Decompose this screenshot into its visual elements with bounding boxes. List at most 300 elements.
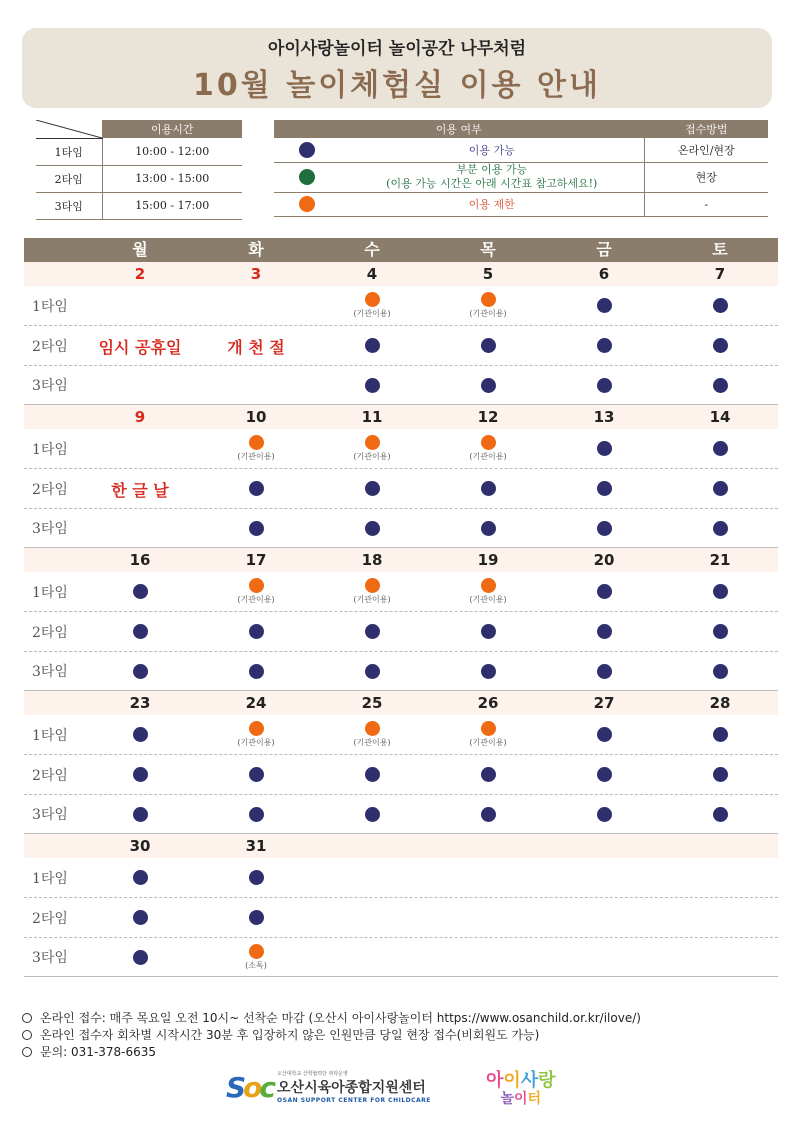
slot-cell xyxy=(546,755,662,794)
slot-cell xyxy=(82,652,198,690)
slot-label: 1타임 xyxy=(32,298,68,315)
slot-row xyxy=(24,938,778,976)
slot-cell xyxy=(198,572,314,611)
slot-label: 3타임 xyxy=(32,807,68,823)
logo-english-name: OSAN SUPPORT CENTER FOR CHILDCARE xyxy=(277,1097,431,1104)
slot-cell xyxy=(82,612,198,651)
slot-row xyxy=(24,795,778,833)
slot-cell xyxy=(82,286,198,325)
legend-partial xyxy=(340,162,644,192)
slot-cell xyxy=(198,938,314,976)
slot-cell xyxy=(314,795,430,833)
slot-row xyxy=(24,286,778,326)
slot-cell xyxy=(662,898,778,937)
date-number: 6 xyxy=(598,265,610,283)
available-dot-icon xyxy=(597,664,612,679)
slot-cell xyxy=(662,715,778,754)
available-dot-icon xyxy=(481,378,496,393)
slot-cell xyxy=(82,429,198,468)
slot-cell xyxy=(198,286,314,325)
date-number: 18 xyxy=(361,551,383,569)
available-dot-icon xyxy=(481,767,496,782)
slot-cell xyxy=(198,469,314,508)
slot-label: 3타임 xyxy=(32,664,68,680)
header-subtitle: 아이사랑놀이터 놀이공간 나무처럼 xyxy=(267,39,527,59)
weekday-mon: 월 xyxy=(132,240,148,259)
slot-cell xyxy=(546,795,662,833)
diagonal-line-icon xyxy=(36,120,102,138)
slot-cell xyxy=(82,938,198,976)
slot-cell xyxy=(546,612,662,651)
available-dot-icon xyxy=(249,910,264,925)
circle-bullet-icon xyxy=(22,1047,32,1057)
slot-cell xyxy=(662,469,778,508)
slot-row xyxy=(24,572,778,612)
slot-row xyxy=(24,858,778,898)
date-number xyxy=(314,834,430,858)
footer-text: 문의: 031-378-6635 xyxy=(40,1045,157,1059)
slot-cell xyxy=(198,898,314,937)
slot-note: (기관이용) xyxy=(353,452,391,461)
slot-cell xyxy=(198,509,314,547)
available-dot-icon xyxy=(481,521,496,536)
slot-note: (기관이용) xyxy=(237,595,275,604)
slot-label: 1타임 xyxy=(32,870,68,887)
date-number: 13 xyxy=(593,408,615,426)
slot-label: 1타임 xyxy=(32,441,68,458)
logo-korean-name: 오산시육아종합지원센터 xyxy=(277,1080,426,1096)
slot-cell xyxy=(546,898,662,937)
slot-cell xyxy=(198,715,314,754)
available-dot-icon xyxy=(249,807,264,822)
restricted-dot-icon xyxy=(481,721,496,736)
calendar-week xyxy=(24,262,778,405)
available-dot-icon xyxy=(133,870,148,885)
available-dot-icon xyxy=(365,338,380,353)
available-dot-icon xyxy=(713,624,728,639)
available-dot-icon xyxy=(481,807,496,822)
slot-cell xyxy=(546,509,662,547)
legend-partial-note: (이용 가능 시간은 아래 시간표 참고하세요!) xyxy=(386,177,598,190)
date-number xyxy=(546,834,662,858)
slot-row xyxy=(24,366,778,404)
available-dot-icon xyxy=(713,767,728,782)
slot-cell xyxy=(430,938,546,976)
date-number: 25 xyxy=(361,694,383,712)
slot-cell xyxy=(198,652,314,690)
available-dot-icon xyxy=(597,624,612,639)
slot-cell xyxy=(314,898,430,937)
date-number xyxy=(662,834,778,858)
slot-cell xyxy=(546,938,662,976)
slot-row xyxy=(24,715,778,755)
slot-note: (기관이용) xyxy=(237,452,275,461)
available-dot-icon xyxy=(133,767,148,782)
legend-header-use: 이용 여부 xyxy=(274,120,644,138)
slot-cell xyxy=(314,572,430,611)
available-dot-icon xyxy=(133,807,148,822)
slot-cell xyxy=(662,572,778,611)
slot-cell xyxy=(662,612,778,651)
available-dot-icon xyxy=(713,481,728,496)
footer-line xyxy=(22,1044,641,1061)
slot-note: (기관이용) xyxy=(353,595,391,604)
slot-cell xyxy=(430,652,546,690)
slot-cell xyxy=(430,572,546,611)
calendar-week xyxy=(24,548,778,691)
slot-cell xyxy=(314,858,430,897)
slot-cell xyxy=(662,326,778,365)
slot-note: (기관이용) xyxy=(469,738,507,747)
slot-cell xyxy=(662,858,778,897)
slot-label: 3타임 xyxy=(32,950,68,966)
logo-tiny-text: 오산대학교 산학협력단 위탁운영 xyxy=(277,1071,348,1077)
footer-text: 온라인 접수자 회차별 시작시간 30분 후 입장하지 않은 인원만큼 당일 현장 접수(비회원도 가능) xyxy=(40,1028,540,1042)
restricted-dot-icon xyxy=(481,578,496,593)
restricted-dot-icon xyxy=(249,435,264,450)
slot-cell xyxy=(546,652,662,690)
slot-cell xyxy=(314,366,430,404)
time-table-header: 이용시간 xyxy=(102,120,242,138)
footer-text: 온라인 접수: 매주 목요일 오전 10시~ 선착순 마감 (오산시 아이사랑놀이터 https://www.osanchild.or.kr/ilove/) xyxy=(40,1011,641,1025)
restricted-dot-icon xyxy=(249,721,264,736)
date-number: 24 xyxy=(245,694,267,712)
date-number: 28 xyxy=(709,694,731,712)
available-dot-icon xyxy=(597,298,612,313)
available-dot-icon xyxy=(597,481,612,496)
available-dot-icon xyxy=(365,807,380,822)
slot-cell xyxy=(314,612,430,651)
slot-label: 1타임 xyxy=(32,584,68,601)
date-row xyxy=(24,262,778,286)
date-number: 31 xyxy=(245,837,267,855)
page-title: 10월 놀이체험실 이용 안내 xyxy=(193,68,601,103)
available-dot-icon xyxy=(133,624,148,639)
slot-cell xyxy=(662,366,778,404)
slot-cell xyxy=(314,652,430,690)
calendar xyxy=(24,238,778,977)
available-dot-icon xyxy=(713,298,728,313)
slot-cell xyxy=(546,469,662,508)
date-number: 14 xyxy=(709,408,731,426)
available-dot-icon xyxy=(713,727,728,742)
date-number: 4 xyxy=(366,265,378,283)
date-number: 30 xyxy=(129,837,151,855)
available-dot-icon xyxy=(597,807,612,822)
slot-cell xyxy=(82,898,198,937)
slot-cell xyxy=(82,366,198,404)
footer-line xyxy=(22,1027,641,1044)
slot-label: 2타임 xyxy=(32,481,68,498)
available-dot-icon xyxy=(365,624,380,639)
slot-cell xyxy=(314,715,430,754)
slot-cell xyxy=(314,469,430,508)
slot-label: 1타임 xyxy=(32,727,68,744)
available-dot-icon xyxy=(365,664,380,679)
slot-cell xyxy=(430,898,546,937)
available-dot-icon xyxy=(713,664,728,679)
calendar-week xyxy=(24,405,778,548)
date-number: 20 xyxy=(593,551,615,569)
restricted-dot-icon xyxy=(365,435,380,450)
slot-row xyxy=(24,509,778,547)
holiday-label: 개 천 절 xyxy=(227,338,285,357)
legend-header-method: 접수방법 xyxy=(644,120,768,138)
date-row xyxy=(24,691,778,715)
date-number: 21 xyxy=(709,551,731,569)
holiday-label: 임시 공휴일 xyxy=(98,338,182,357)
slot-cell xyxy=(82,755,198,794)
slot-cell xyxy=(198,755,314,794)
header-banner xyxy=(22,28,772,108)
available-dot-icon xyxy=(481,624,496,639)
available-dot-icon xyxy=(365,378,380,393)
date-number: 23 xyxy=(129,694,151,712)
date-number: 19 xyxy=(477,551,499,569)
legend-method: - xyxy=(644,192,768,216)
partial-dot-icon xyxy=(299,169,315,185)
slot-note: (소독) xyxy=(245,960,267,970)
slot-label: 2타임 xyxy=(32,767,68,784)
legend-partial-text: 부분 이용 가능 xyxy=(456,163,528,176)
slot-cell xyxy=(198,429,314,468)
date-number xyxy=(430,834,546,858)
slot-cell xyxy=(198,612,314,651)
available-dot-icon xyxy=(597,727,612,742)
available-dot-icon xyxy=(713,521,728,536)
slot-row xyxy=(24,612,778,652)
slot-cell xyxy=(198,858,314,897)
slot-cell xyxy=(314,326,430,365)
available-dot-icon xyxy=(249,521,264,536)
time-table-corner xyxy=(36,120,102,138)
slot-note: (기관이용) xyxy=(237,738,275,747)
available-dot-icon xyxy=(365,767,380,782)
slot-cell xyxy=(430,612,546,651)
slot-cell xyxy=(546,715,662,754)
date-number: 26 xyxy=(477,694,499,712)
calendar-weekday-header xyxy=(24,238,778,262)
available-dot-icon xyxy=(481,481,496,496)
available-dot-icon xyxy=(365,481,380,496)
available-dot-icon xyxy=(133,664,148,679)
slot-cell xyxy=(430,715,546,754)
available-dot-icon xyxy=(597,441,612,456)
date-row xyxy=(24,834,778,858)
slot-cell xyxy=(546,326,662,365)
slot-label: 3타임 xyxy=(32,378,68,394)
weekday-fri: 금 xyxy=(596,240,612,259)
legend-restricted: 이용 제한 xyxy=(340,192,644,216)
slot-note: (기관이용) xyxy=(469,595,507,604)
available-dot-icon xyxy=(249,767,264,782)
circle-bullet-icon xyxy=(22,1013,32,1023)
available-dot-icon xyxy=(597,767,612,782)
slot-cell xyxy=(314,509,430,547)
ilove-playground-logo xyxy=(486,1066,556,1108)
restricted-dot-icon xyxy=(481,435,496,450)
date-number: 11 xyxy=(361,408,383,426)
slot-cell xyxy=(546,572,662,611)
logo2-line2: 놀이터 xyxy=(500,1091,542,1107)
slot-cell xyxy=(198,795,314,833)
weekday-corner xyxy=(24,238,82,262)
slot-row xyxy=(24,469,778,509)
legend-method: 온라인/현장 xyxy=(644,138,768,162)
time-label: 2타임 xyxy=(36,165,102,192)
legend-method: 현장 xyxy=(644,162,768,192)
available-dot-icon xyxy=(597,521,612,536)
slot-cell xyxy=(662,429,778,468)
slot-cell xyxy=(662,755,778,794)
date-number: 3 xyxy=(250,265,262,283)
slot-cell xyxy=(198,366,314,404)
slot-row xyxy=(24,326,778,366)
date-number: 10 xyxy=(245,408,267,426)
slot-cell xyxy=(546,366,662,404)
date-number: 27 xyxy=(593,694,615,712)
slot-cell xyxy=(430,286,546,325)
date-row-corner xyxy=(24,548,82,572)
slot-cell xyxy=(314,286,430,325)
weekday-sat: 토 xyxy=(712,240,728,259)
slot-cell xyxy=(82,858,198,897)
slot-cell xyxy=(82,715,198,754)
date-number: 12 xyxy=(477,408,499,426)
slot-cell xyxy=(430,469,546,508)
holiday-label: 한 글 날 xyxy=(111,481,169,500)
slot-cell xyxy=(314,755,430,794)
slot-cell xyxy=(546,858,662,897)
date-number: 9 xyxy=(134,408,146,426)
available-dot-icon xyxy=(249,870,264,885)
slot-cell xyxy=(430,755,546,794)
available-dot-icon xyxy=(481,338,496,353)
time-label: 3타임 xyxy=(36,192,102,219)
calendar-week xyxy=(24,691,778,834)
slot-cell xyxy=(662,795,778,833)
slot-cell xyxy=(430,326,546,365)
osan-logo-mark-icon: Soc xyxy=(226,1070,274,1104)
slot-note: (기관이용) xyxy=(353,309,391,318)
slot-cell xyxy=(82,795,198,833)
legend-table xyxy=(274,120,768,217)
restricted-dot-icon xyxy=(249,578,264,593)
available-dot-icon xyxy=(713,807,728,822)
available-dot-icon xyxy=(713,378,728,393)
available-dot-icon xyxy=(133,910,148,925)
restricted-dot-icon xyxy=(249,944,264,959)
calendar-weeks xyxy=(24,262,778,977)
slot-cell xyxy=(662,652,778,690)
slot-cell xyxy=(314,429,430,468)
available-dot-icon xyxy=(597,378,612,393)
osan-center-logo xyxy=(226,1070,431,1104)
time-value: 13:00 - 15:00 xyxy=(102,165,242,192)
slot-note: (기관이용) xyxy=(353,738,391,747)
slot-cell xyxy=(82,572,198,611)
available-dot-icon xyxy=(481,664,496,679)
available-dot-icon xyxy=(713,338,728,353)
time-value: 10:00 - 12:00 xyxy=(102,138,242,165)
available-dot-icon xyxy=(249,481,264,496)
footer-notes xyxy=(22,1010,641,1061)
weekday-tue: 화 xyxy=(248,240,264,259)
slot-cell xyxy=(430,509,546,547)
slot-row xyxy=(24,652,778,690)
footer-line xyxy=(22,1010,641,1027)
date-number: 17 xyxy=(245,551,267,569)
time-table xyxy=(36,120,242,220)
date-number: 16 xyxy=(129,551,151,569)
logo2-line1: 아이사랑 xyxy=(486,1070,556,1091)
slot-cell xyxy=(662,938,778,976)
slot-label: 2타임 xyxy=(32,910,68,927)
time-label: 1타임 xyxy=(36,138,102,165)
legend-available: 이용 가능 xyxy=(340,138,644,162)
slot-note: (기관이용) xyxy=(469,309,507,318)
available-dot-icon xyxy=(597,584,612,599)
circle-bullet-icon xyxy=(22,1030,32,1040)
available-dot-icon xyxy=(249,664,264,679)
slot-cell xyxy=(430,429,546,468)
date-row xyxy=(24,548,778,572)
time-value: 15:00 - 17:00 xyxy=(102,192,242,219)
slot-cell xyxy=(430,795,546,833)
date-row-corner xyxy=(24,834,82,858)
date-number: 7 xyxy=(714,265,726,283)
available-dot-icon xyxy=(597,338,612,353)
date-number: 2 xyxy=(134,265,146,283)
slot-cell xyxy=(82,509,198,547)
slot-label: 2타임 xyxy=(32,338,68,355)
slot-row xyxy=(24,755,778,795)
slot-cell xyxy=(662,286,778,325)
restricted-dot-icon xyxy=(365,721,380,736)
available-dot-icon xyxy=(133,584,148,599)
slot-cell xyxy=(430,366,546,404)
available-dot-icon xyxy=(133,727,148,742)
slot-cell xyxy=(314,938,430,976)
restricted-dot-icon xyxy=(365,292,380,307)
available-dot-icon xyxy=(249,624,264,639)
date-row xyxy=(24,405,778,429)
slot-label: 3타임 xyxy=(32,521,68,537)
slot-cell xyxy=(430,858,546,897)
slot-label: 2타임 xyxy=(32,624,68,641)
slot-cell xyxy=(662,509,778,547)
slot-cell xyxy=(546,429,662,468)
weekday-wed: 수 xyxy=(364,240,380,259)
available-dot-icon xyxy=(713,441,728,456)
date-row-corner xyxy=(24,405,82,429)
available-dot-icon xyxy=(133,950,148,965)
restricted-dot-icon xyxy=(481,292,496,307)
weekday-thu: 목 xyxy=(480,240,496,259)
date-number: 5 xyxy=(482,265,494,283)
slot-note: (기관이용) xyxy=(469,452,507,461)
available-dot-icon xyxy=(299,142,315,158)
restricted-dot-icon xyxy=(299,196,315,212)
slot-row xyxy=(24,898,778,938)
slot-cell xyxy=(546,286,662,325)
available-dot-icon xyxy=(713,584,728,599)
slot-row xyxy=(24,429,778,469)
date-row-corner xyxy=(24,262,82,286)
restricted-dot-icon xyxy=(365,578,380,593)
available-dot-icon xyxy=(365,521,380,536)
date-row-corner xyxy=(24,691,82,715)
